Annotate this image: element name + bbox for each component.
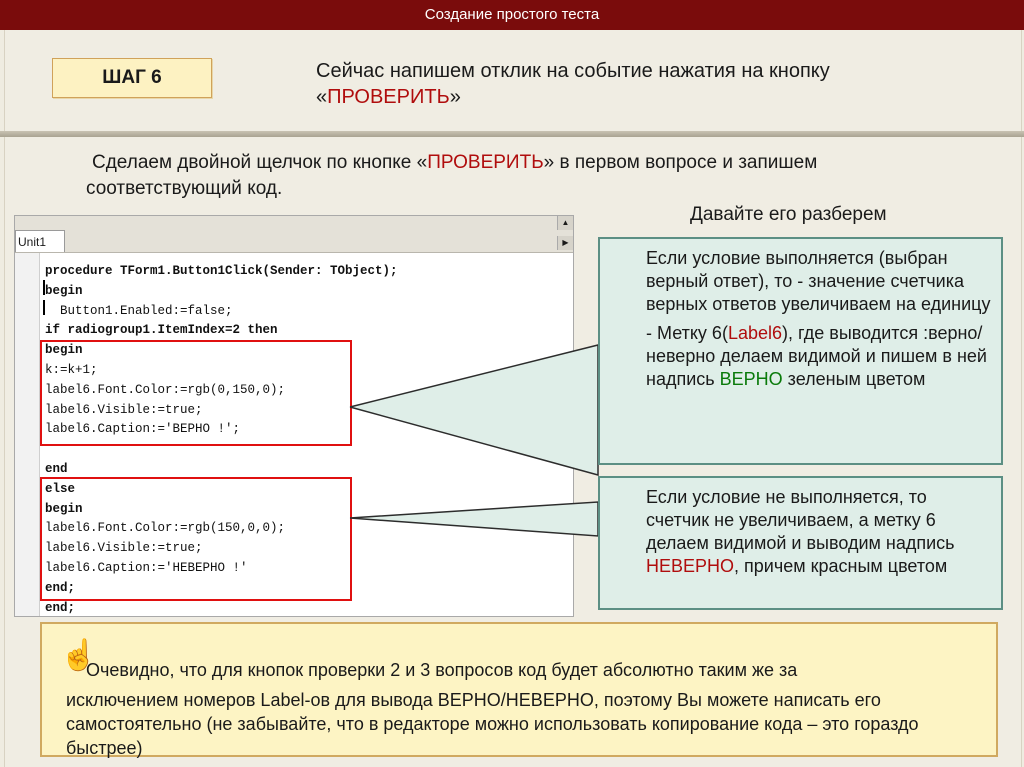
note-box <box>40 622 998 757</box>
code-line: begin <box>45 283 83 298</box>
callout-false-p1 <box>600 478 1001 578</box>
callout-false-branch <box>598 476 1003 610</box>
intro-quote-open: « <box>316 86 328 108</box>
slide-title: Создание простого теста <box>424 6 600 23</box>
instruction-line2: соответствующий код. <box>86 178 283 199</box>
step-badge <box>52 58 212 98</box>
code-line: label6.Font.Color:=rgb(150,0,0); <box>45 521 286 536</box>
editor-tab-bar <box>15 216 573 253</box>
intro-line: Сейчас напишем отклик на событие нажатия на кнопку <box>316 60 830 82</box>
callout-true-label: Label6 <box>727 323 782 343</box>
callout-true-p2-mid: ), где выводится :верно/неверно делаем видимой и пишем в ней надпись <box>646 323 987 389</box>
callout-true-p2-end: зеленым цветом <box>782 369 926 389</box>
code-line: if radiogroup1.ItemIndex=2 then <box>45 323 278 338</box>
note-line2: исключением номеров Label-ов для вывода ВЕРНО/НЕВЕРНО, поэтому Вы можете написать его самостоятельно (не забывайте, что в редакторе можно использовать копирование кода – это гораздо быстрее) <box>66 690 919 758</box>
editor-gutter <box>15 253 40 616</box>
pointing-hand-icon: ☝ <box>60 639 98 672</box>
code-line: label6.Caption:='ВЕРНО !'; <box>45 422 241 437</box>
intro-quote-close: » <box>449 86 461 108</box>
slide-title-bar <box>0 0 1024 30</box>
instruction-part1: Сделаем двойной щелчок по кнопке « <box>92 152 428 173</box>
intro-keyword: ПРОВЕРИТЬ <box>327 86 450 108</box>
code-line: else <box>45 481 76 496</box>
code-line: label6.Font.Color:=rgb(0,150,0); <box>45 382 286 397</box>
callout-true-p2 <box>600 316 1001 391</box>
callout-true-p2-start: - Метку 6( <box>646 323 728 343</box>
instruction-text <box>86 150 972 202</box>
callout-true-branch <box>598 237 1003 465</box>
scroll-right-icon[interactable]: ▶ <box>557 236 573 250</box>
note-line1: Очевидно, что для кнопок проверки 2 и 3 вопросов код будет абсолютно таким же за <box>86 660 798 680</box>
code-line: label6.Caption:='НЕВЕРНО !' <box>45 560 248 575</box>
highlight-box-false-branch <box>40 477 352 601</box>
code-line: label6.Visible:=true; <box>45 541 203 556</box>
note-text <box>66 658 976 760</box>
highlight-box-true-branch <box>40 340 352 446</box>
code-line: end <box>45 461 68 476</box>
scroll-up-icon[interactable]: ▲ <box>557 216 573 230</box>
section-divider <box>0 131 1024 137</box>
callout-false-end: , причем красным цветом <box>734 556 948 576</box>
step-label: ШАГ 6 <box>102 67 162 88</box>
editor-tab-unit1[interactable]: Unit1 <box>15 230 65 252</box>
code-line: k:=k+1; <box>45 362 98 377</box>
code-line: procedure TForm1.Button1Click(Sender: TObject); <box>45 264 398 278</box>
code-line: Button1.Enabled:=false; <box>45 303 233 318</box>
code-line: begin <box>45 501 83 516</box>
instruction-keyword: ПРОВЕРИТЬ <box>427 152 544 173</box>
intro-text <box>316 58 976 110</box>
code-line: begin <box>45 343 83 358</box>
code-line: end; <box>45 600 76 615</box>
callout-false-word: НЕВЕРНО <box>646 556 735 576</box>
callout-true-p1: Если условие выполняется (выбран верный ответ), то - значение счетчика верных ответов увеличиваем на единицу <box>646 248 991 314</box>
callout-true-word: ВЕРНО <box>719 369 783 389</box>
code-line: end; <box>45 580 76 595</box>
analyze-heading: Давайте его разберем <box>690 204 887 225</box>
callout-false-text: Если условие не выполняется, то счетчик не увеличиваем, а метку 6 делаем видимой и выводим надпись <box>646 487 955 553</box>
code-line: label6.Visible:=true; <box>45 402 203 417</box>
instruction-part2: » в первом вопросе и запишем <box>543 152 818 173</box>
